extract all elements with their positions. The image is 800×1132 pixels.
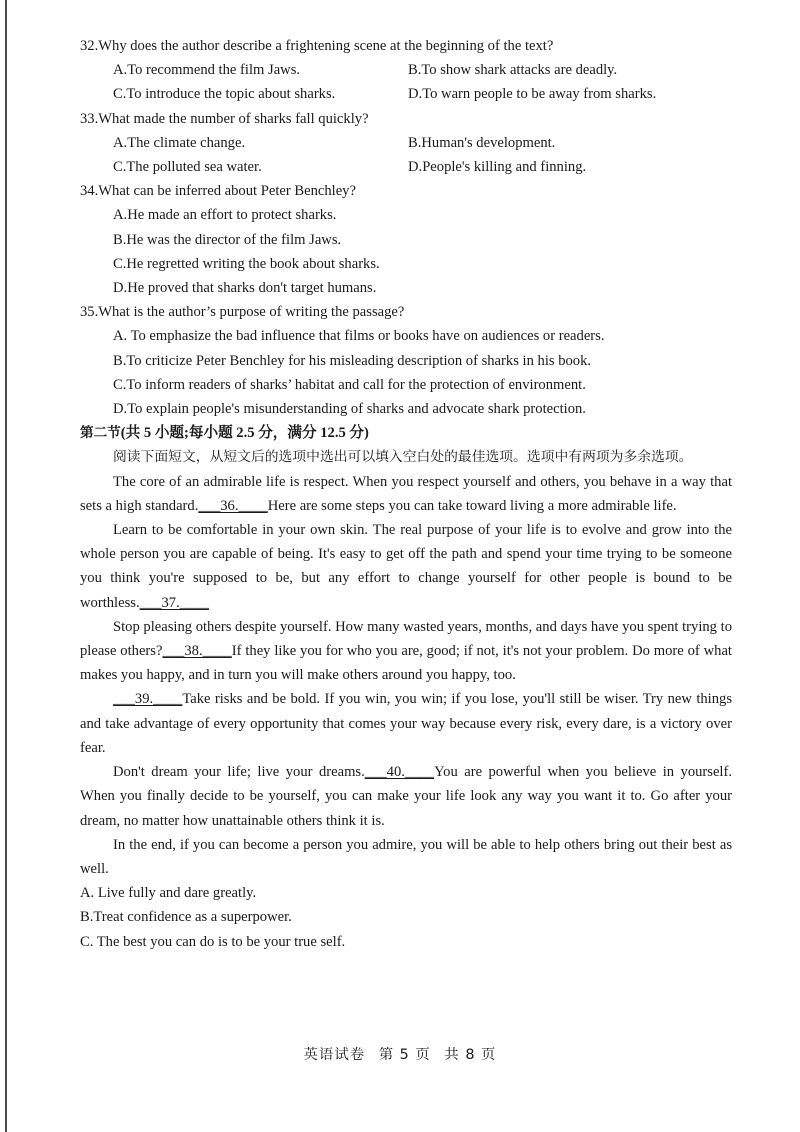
option-b: B.He was the director of the film Jaws. bbox=[113, 231, 342, 248]
option-a: A.The climate change. bbox=[113, 134, 246, 151]
answer-option-c: C. The best you can do is to be your true self. bbox=[80, 933, 346, 950]
question-32 bbox=[80, 34, 732, 107]
paragraph-text: The core of an admirable life is respect. When you respect yourself and others, you behave in a way that sets a high standard. bbox=[80, 473, 732, 514]
option-b: B.Human's development. bbox=[408, 134, 556, 151]
section-instruction: 阅读下面短文，从短文后的选项中选出可以填入空白处的最佳选项。选项中有两项为多余选项。 bbox=[113, 449, 693, 466]
option-d: D.To warn people to be away from sharks. bbox=[408, 86, 657, 103]
paragraph-text: Don't dream your life; live your dreams. bbox=[113, 764, 365, 781]
question-35 bbox=[80, 300, 732, 421]
option-row bbox=[80, 82, 732, 106]
footer-page-number: 第 5 页 bbox=[378, 1047, 431, 1063]
section-heading-scoring: (共 5 小题;每小题 2.5 分，满分 12.5 分) bbox=[120, 425, 369, 442]
option-a: A.To recommend the film Jaws. bbox=[113, 62, 301, 79]
option-b: B.To criticize Peter Benchley for his misleading description of sharks in his book. bbox=[113, 352, 592, 369]
option-a: A. To emphasize the bad influence that films or books have on audiences or readers. bbox=[113, 328, 605, 345]
paragraph-text: Take risks and be bold. If you win, you win; if you lose, you'll still be wiser. Try new things and take advantage of every opportunity that comes your way because every risk, every dare, is a victory over fear. bbox=[80, 691, 732, 756]
question-stem: 33.What made the number of sharks fall quickly? bbox=[80, 110, 369, 127]
option-c: C.He regretted writing the book about sharks. bbox=[113, 255, 380, 272]
paragraph-text: Here are some steps you can take toward living a more admirable life. bbox=[267, 497, 677, 514]
paragraph-text: Stop pleasing others despite yourself. How many wasted years, months, and days have you spent trying to please others? bbox=[80, 618, 732, 660]
option-c: C.The polluted sea water. bbox=[113, 159, 262, 176]
blank-38: ___38.____ bbox=[162, 643, 232, 660]
footer-page-total: 共 8 页 bbox=[444, 1047, 497, 1063]
footer-subject: 英语试卷 bbox=[303, 1047, 366, 1063]
option-c: C.To inform readers of sharks’ habitat and call for the protection of environment. bbox=[113, 376, 586, 393]
option-a: A.He made an effort to protect sharks. bbox=[113, 207, 337, 224]
answer-option-a: A. Live fully and dare greatly. bbox=[80, 885, 257, 902]
page-footer bbox=[0, 1043, 800, 1064]
option-c: C.To introduce the topic about sharks. bbox=[113, 86, 336, 103]
option-row bbox=[80, 58, 732, 82]
exam-page bbox=[80, 34, 732, 954]
passage-paragraph-3 bbox=[80, 615, 732, 688]
question-stem: 35.What is the author’s purpose of writing the passage? bbox=[80, 304, 405, 321]
passage-paragraph-2 bbox=[80, 518, 732, 615]
option-b: B.To show shark attacks are deadly. bbox=[408, 62, 618, 79]
paragraph-text: If they like you for who you are, good; if not, it's not your problem. Do more of what makes you happy, and in turn you will make others around you happy, too. bbox=[80, 643, 732, 684]
paragraph-text: Learn to be comfortable in your own skin. The real purpose of your life is to evolve and grow into the whole person you are capable of being. It's easy to get off the path and spend your time trying to be someone you think you're supposed to be, but any effort to change yourself for other people is bound to be worthless. bbox=[80, 522, 732, 611]
blank-37: ___37.____ bbox=[139, 594, 209, 611]
option-d: D.He proved that sharks don't target humans. bbox=[113, 280, 377, 297]
option-d: D.People's killing and finning. bbox=[408, 159, 587, 176]
passage-paragraph-4 bbox=[80, 687, 732, 760]
section-heading-label: 第二节 bbox=[80, 425, 121, 442]
page-edge-line bbox=[5, 0, 7, 1132]
passage-paragraph-1 bbox=[80, 470, 732, 518]
section-heading bbox=[80, 421, 732, 445]
paragraph-text: You are powerful when you believe in yourself. When you finally decide to be yourself, you can make your life look any way you want it to. Go after your dream, no matter how unattainable others think it is. bbox=[80, 764, 732, 829]
answer-option-b: B.Treat confidence as a superpower. bbox=[80, 909, 292, 926]
passage-paragraph-5 bbox=[80, 760, 732, 833]
blank-39: ___39.____ bbox=[113, 691, 183, 708]
question-stem: 32.Why does the author describe a frightening scene at the beginning of the text? bbox=[80, 38, 554, 54]
passage-paragraph-6: In the end, if you can become a person you admire, you will be able to help others bring out their best as well. bbox=[80, 836, 732, 877]
option-row bbox=[80, 155, 732, 179]
question-stem: 34.What can be inferred about Peter Benchley? bbox=[80, 183, 356, 200]
blank-40: ___40.____ bbox=[364, 764, 435, 781]
option-d: D.To explain people's misunderstanding of sharks and advocate shark protection. bbox=[113, 401, 586, 418]
blank-36: ___36.____ bbox=[198, 497, 268, 514]
question-34 bbox=[80, 179, 732, 300]
question-33 bbox=[80, 107, 732, 180]
option-row bbox=[80, 131, 732, 155]
